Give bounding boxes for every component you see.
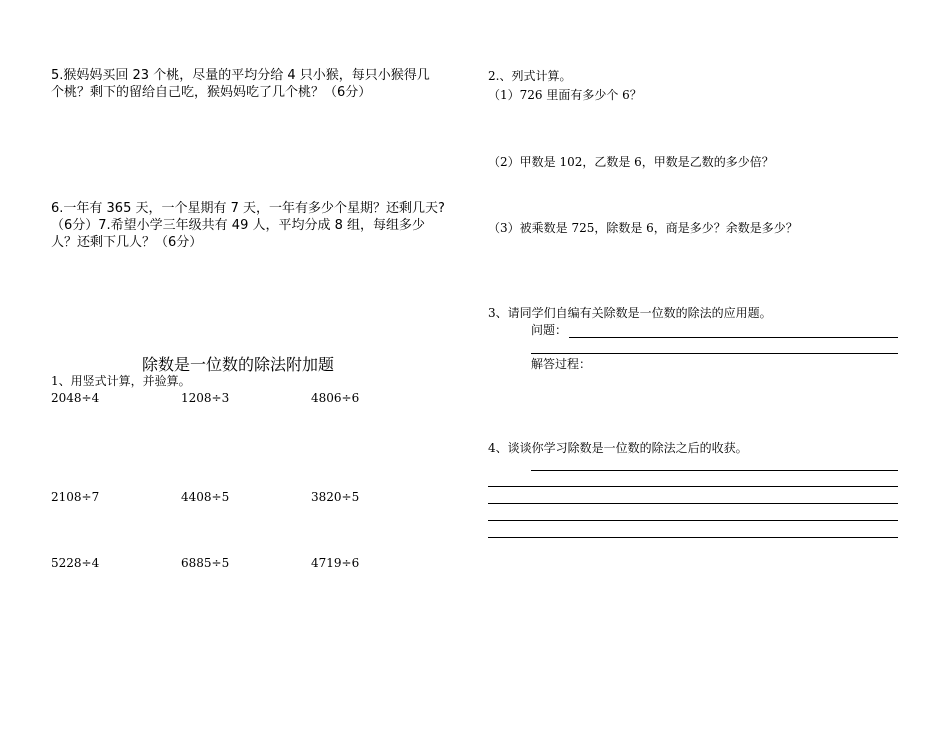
q4-label: 4、谈谈你学习除数是一位数的除法之后的收获。 [488, 441, 748, 455]
calc-item: 3820÷5 [311, 490, 360, 504]
calc-item: 4719÷6 [311, 556, 360, 570]
calc-item: 2108÷7 [51, 490, 100, 504]
q2-label: 2.、列式计算。 [488, 69, 572, 83]
q6-line2: （6分）7.希望小学三年级共有 49 人，平均分成 8 组，每组多少 [51, 218, 426, 233]
q6-line1: 6.一年有 365 天，一个星期有 7 天，一年有多少个星期？还剩几天? [51, 201, 445, 216]
q1-label: 1、用竖式计算，并验算。 [51, 374, 191, 388]
calc-item: 6885÷5 [181, 556, 230, 570]
q4-answer-line-2[interactable] [488, 486, 898, 487]
q5-line2: 个桃？剩下的留给自己吃，猴妈妈吃了几个桃？（6分） [51, 85, 372, 100]
q2-3: （3）被乘数是 725，除数是 6，商是多少？余数是多少？ [488, 221, 798, 235]
q6-line3: 人？还剩下几人？（6分） [51, 235, 203, 250]
calc-item: 5228÷4 [51, 556, 100, 570]
q4-answer-line-3[interactable] [488, 503, 898, 504]
q4-answer-line-1[interactable] [531, 470, 898, 471]
q5-line1: 5.猴妈妈买回 23 个桃，尽量的平均分给 4 只小猴，每只小猴得几 [51, 68, 430, 83]
q4-answer-line-4[interactable] [488, 520, 898, 521]
q2-2: （2）甲数是 102，乙数是 6，甲数是乙数的多少倍？ [488, 155, 774, 169]
section-title: 除数是一位数的除法附加题 [142, 355, 335, 374]
calc-item: 2048÷4 [51, 391, 100, 405]
calc-item: 4806÷6 [311, 391, 360, 405]
q3-question-line-1[interactable] [569, 337, 898, 338]
q3-label: 3、请同学们自编有关除数是一位数的除法的应用题。 [488, 306, 772, 320]
q3-answer-label: 解答过程： [531, 357, 592, 371]
q2-1: （1）726 里面有多少个 6？ [488, 88, 642, 102]
q4-answer-line-5[interactable] [488, 537, 898, 538]
calc-item: 4408÷5 [181, 490, 230, 504]
q3-question-line-2[interactable] [531, 353, 898, 354]
calc-item: 1208÷3 [181, 391, 230, 405]
q3-question-label: 问题： [531, 323, 568, 337]
